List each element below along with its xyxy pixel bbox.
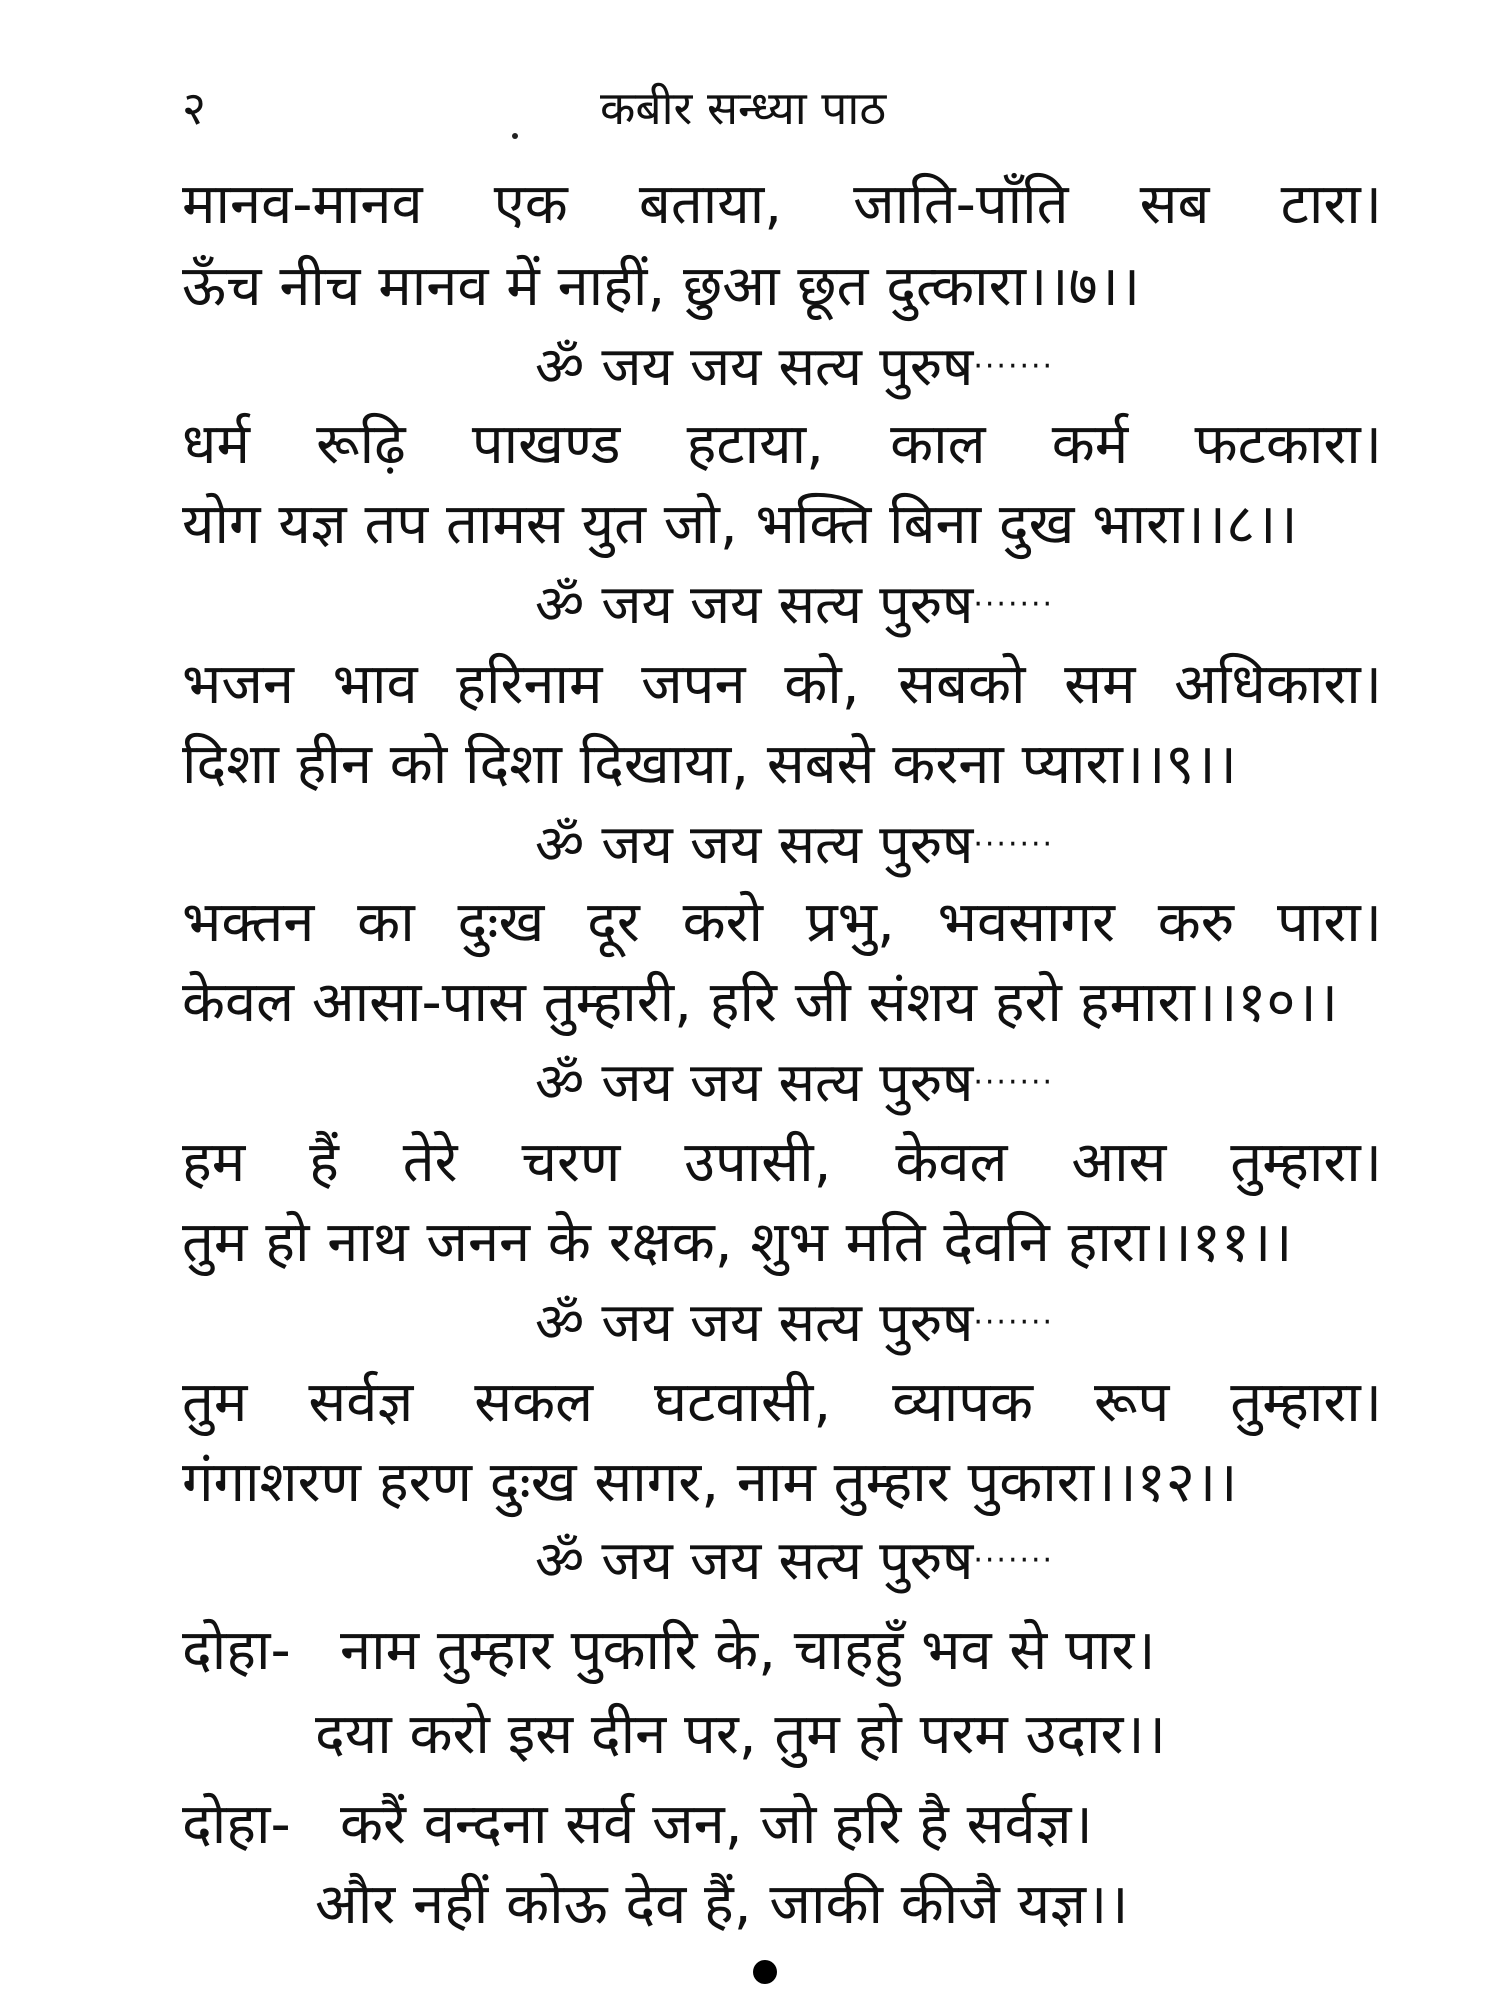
verse-line: योग यज्ञ तप तामस युत जो, भक्ति बिना दुख भारा।।८।। <box>182 492 1298 557</box>
doha-line: नाम तुम्हार पुकारि के, चाहहुँ भव से पार। <box>340 1618 1156 1683</box>
refrain-dots: ······· <box>973 587 1055 622</box>
page-number: २ <box>182 81 206 135</box>
verse-line: ऊँच नीच मानव में नाहीं, छुआ छूत दुत्कारा।।७।। <box>182 254 1141 319</box>
verse-line: भक्तन का दुःख दूर करो प्रभु, भवसागर करु पारा। <box>182 890 1382 955</box>
refrain-dots: ······· <box>973 1543 1055 1578</box>
verse-line: भजन भाव हरिनाम जपन को, सबको सम अधिकारा। <box>182 652 1382 717</box>
doha-line: और नहीं कोऊ देव हैं, जाकी कीजै यज्ञ।। <box>315 1872 1129 1937</box>
refrain-text: ॐ जय जय सत्य पुरुष <box>535 1529 974 1592</box>
refrain-dots: ······· <box>973 349 1055 384</box>
verse-line: केवल आसा-पास तुम्हारी, हरि जी संशय हरो हमारा।।१०।। <box>182 970 1338 1035</box>
refrain-line <box>535 332 1054 402</box>
verse-line: हम हैं तेरे चरण उपासी, केवल आस तुम्हारा। <box>182 1130 1382 1195</box>
refrain-line <box>535 1048 1054 1118</box>
refrain-line <box>535 810 1054 880</box>
refrain-text: ॐ जय जय सत्य पुरुष <box>535 1291 974 1354</box>
refrain-dots: ······· <box>973 1065 1055 1100</box>
doha-label: दोहा- <box>182 1792 291 1857</box>
refrain-text: ॐ जय जय सत्य पुरुष <box>535 335 974 398</box>
doha-line: करैं वन्दना सर्व जन, जो हरि है सर्वज्ञ। <box>340 1792 1093 1857</box>
refrain-dots: ······· <box>973 1305 1055 1340</box>
refrain-line <box>535 1526 1054 1596</box>
verse-line: गंगाशरण हरण दुःख सागर, नाम तुम्हार पुकारा।।१२।। <box>182 1450 1238 1515</box>
refrain-dots: ······· <box>973 827 1055 862</box>
doha-line: दया करो इस दीन पर, तुम हो परम उदार।। <box>315 1702 1166 1767</box>
verse-line: तुम सर्वज्ञ सकल घटवासी, व्यापक रूप तुम्हारा। <box>182 1370 1382 1435</box>
doha-label: दोहा- <box>182 1618 291 1683</box>
page-end-bullet <box>753 1960 777 1984</box>
refrain-text: ॐ जय जय सत्य पुरुष <box>535 573 974 636</box>
print-speck <box>512 133 518 139</box>
refrain-text: ॐ जय जय सत्य पुरुष <box>535 813 974 876</box>
refrain-line <box>535 1288 1054 1358</box>
verse-line: तुम हो नाथ जनन के रक्षक, शुभ मति देवनि हारा।।११।। <box>182 1210 1293 1275</box>
refrain-text: ॐ जय जय सत्य पुरुष <box>535 1051 974 1114</box>
verse-line: दिशा हीन को दिशा दिखाया, सबसे करना प्यारा।।९।। <box>182 732 1237 797</box>
verse-line: धर्म रूढ़ि पाखण्ड हटाया, काल कर्म फटकारा। <box>182 412 1382 477</box>
verse-line: मानव-मानव एक बताया, जाति-पाँति सब टारा। <box>182 172 1382 237</box>
refrain-line <box>535 570 1054 640</box>
running-title: कबीर सन्ध्या पाठ <box>600 81 887 135</box>
